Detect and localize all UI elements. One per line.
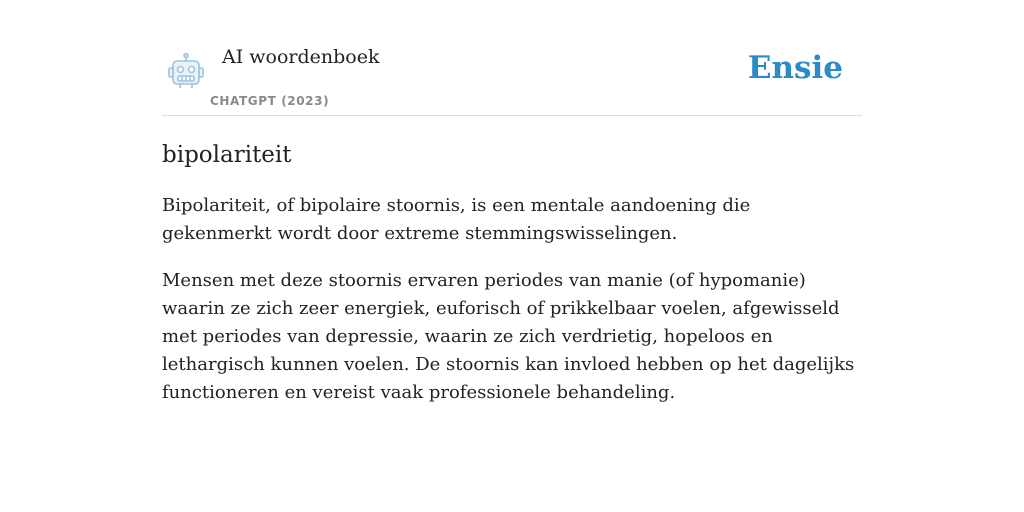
definition [162,192,862,407]
definition-paragraph: Bipolariteit, of bipolaire stoornis, is een mentale aandoening die gekenmerkt wordt door extreme stemmingswisselingen. [162,195,751,244]
source-title[interactable]: AI woordenboek [222,46,380,68]
entry-card [162,40,862,407]
entry-term: bipolariteit [162,142,292,168]
robot-icon [166,52,206,90]
source-subtitle: CHATGPT (2023) [210,94,330,108]
definition-paragraph: Mensen met deze stoornis ervaren periodes van manie (of hypomanie) waarin ze zich zeer energiek, euforisch of prikkelbaar voelen, afgewisseld met periodes van depressie, waarin ze zich verdrietig, hopeloos en lethargisch kunnen voelen. De stoornis kan invloed hebben op het dagelijks functioneren en vereist vaak professionele behandeling. [162,270,855,403]
brand-logo-link[interactable]: Ensie [747,50,843,86]
source-header [162,40,862,116]
